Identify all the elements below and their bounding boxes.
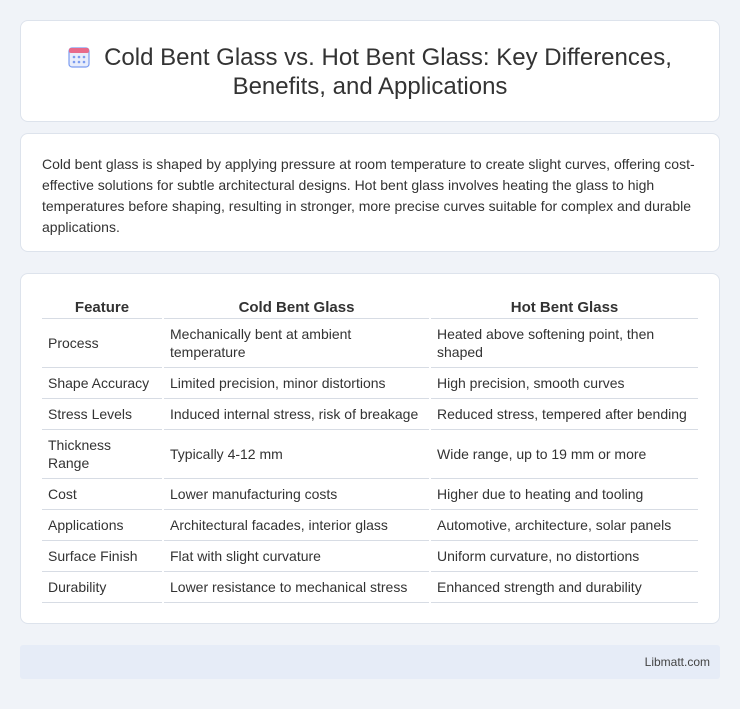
column-header-feature: Feature: [42, 294, 163, 318]
header-card: [20, 20, 720, 122]
comparison-card: [20, 273, 720, 624]
cold-cell: Architectural facades, interior glass: [163, 509, 430, 540]
column-header-cold: Cold Bent Glass: [163, 294, 430, 318]
footer-site-link[interactable]: Libmatt.com: [644, 655, 710, 669]
feature-cell: Process: [42, 318, 163, 367]
cold-cell: Limited precision, minor distortions: [163, 367, 430, 398]
feature-cell: Durability: [42, 571, 163, 602]
feature-cell: Surface Finish: [42, 540, 163, 571]
page-title: [21, 43, 719, 101]
hot-cell: Automotive, architecture, solar panels: [430, 509, 698, 540]
title-line-2: Benefits, and Applications: [232, 73, 508, 100]
feature-cell: Applications: [42, 509, 163, 540]
cold-cell: Typically 4-12 mm: [163, 429, 430, 478]
hot-cell: Reduced stress, tempered after bending: [430, 398, 698, 429]
feature-cell: Cost: [42, 478, 163, 509]
table-row: [42, 540, 698, 571]
cold-cell: Lower manufacturing costs: [163, 478, 430, 509]
hot-cell: Enhanced strength and durability: [430, 571, 698, 602]
table-row: [42, 429, 698, 478]
table-row: [42, 318, 698, 367]
intro-paragraph: Cold bent glass is shaped by applying pressure at room temperature to create slight curves, offering cost-effective solutions for subtle architectural designs. Hot bent glass involves heating the glass to high temperatures before shaping, resulting in stronger, more precise curves suitable for complex and durable applications.: [42, 156, 695, 235]
cold-cell: Lower resistance to mechanical stress: [163, 571, 430, 602]
cold-cell: Flat with slight curvature: [163, 540, 430, 571]
hot-cell: Wide range, up to 19 mm or more: [430, 429, 698, 478]
hot-cell: Higher due to heating and tooling: [430, 478, 698, 509]
table-row: [42, 509, 698, 540]
feature-cell: Thickness Range: [42, 429, 163, 478]
table-header-row: [42, 294, 698, 318]
feature-cell: Shape Accuracy: [42, 367, 163, 398]
column-header-hot: Hot Bent Glass: [430, 294, 698, 318]
intro-card: [20, 133, 720, 252]
cold-cell: Induced internal stress, risk of breakage: [163, 398, 430, 429]
footer-bar: [20, 645, 720, 679]
table-row: [42, 367, 698, 398]
table-row: [42, 571, 698, 602]
table-row: [42, 478, 698, 509]
hot-cell: Heated above softening point, then shaped: [430, 318, 698, 367]
cold-cell: Mechanically bent at ambient temperature: [163, 318, 430, 367]
calendar-icon: [68, 45, 90, 69]
comparison-table: [42, 294, 698, 603]
table-row: [42, 398, 698, 429]
title-line-1: Cold Bent Glass vs. Hot Bent Glass: Key Differences,: [104, 44, 672, 71]
hot-cell: High precision, smooth curves: [430, 367, 698, 398]
hot-cell: Uniform curvature, no distortions: [430, 540, 698, 571]
feature-cell: Stress Levels: [42, 398, 163, 429]
